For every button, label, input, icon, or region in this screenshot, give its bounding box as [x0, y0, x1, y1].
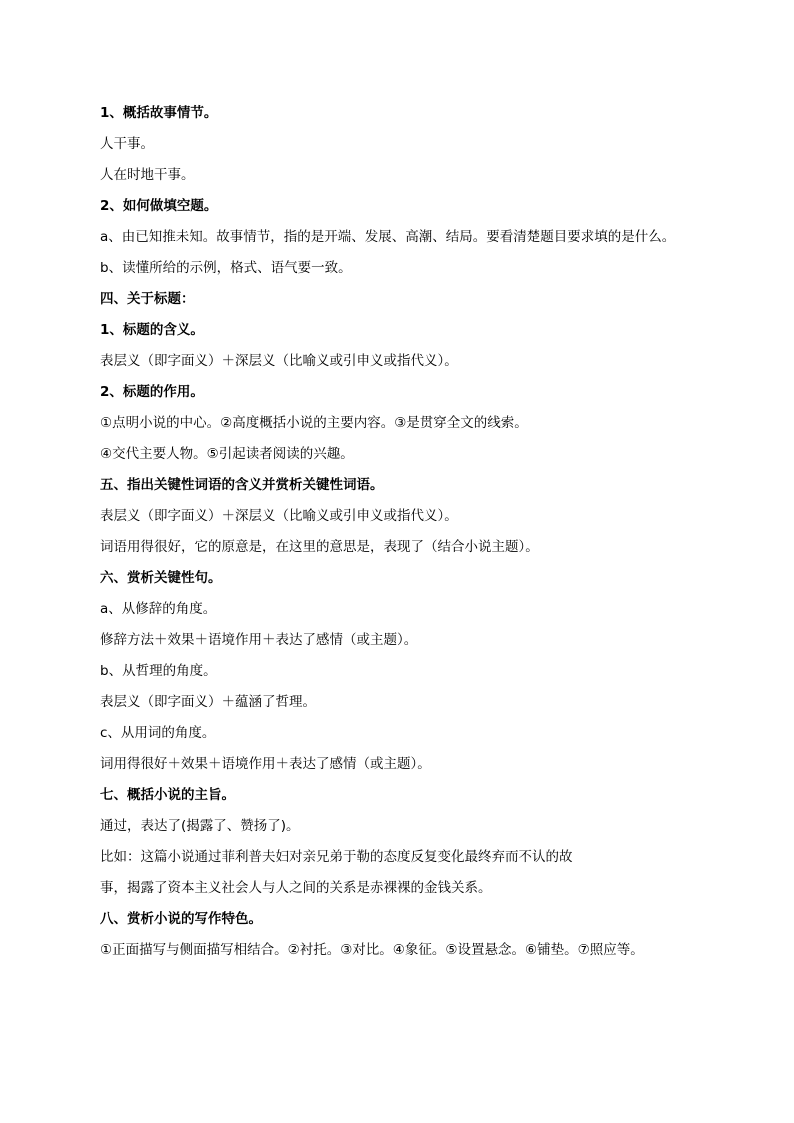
section-heading-key-words: 五、指出关键性词语的含义并赏析关键性词语。: [100, 477, 384, 493]
paragraph-line: c、从用词的角度。: [100, 725, 216, 741]
paragraph-line: ①正面描写与侧面描写相结合。②衬托。③对比。④象征。⑤设置悬念。⑥铺垫。⑦照应等。: [100, 942, 644, 958]
paragraph-line: 事，揭露了资本主义社会人与人之间的关系是赤裸裸的金钱关系。: [100, 880, 492, 896]
section-heading-title: 四、关于标题：: [100, 291, 195, 307]
paragraph-line: 表层义（即字面义）＋深层义（比喻义或引申义或指代义）。: [100, 353, 458, 369]
paragraph-line: 表层义（即字面义）＋蕴涵了哲理。: [100, 694, 316, 710]
paragraph-line: ④交代主要人物。⑤引起读者阅读的兴趣。: [100, 446, 354, 462]
paragraph-line: b、从哲理的角度。: [100, 663, 217, 679]
heading-title-function: 2、标题的作用。: [100, 384, 204, 400]
section-heading-theme: 七、概括小说的主旨。: [100, 787, 235, 803]
heading-fill-blank: 2、如何做填空题。: [100, 198, 218, 214]
paragraph-line: a、由已知推未知。故事情节，指的是开端、发展、高潮、结局。要看清楚题目要求填的是什么。: [100, 229, 676, 245]
heading-title-meaning: 1、标题的含义。: [100, 322, 204, 338]
paragraph-line: b、读懂所给的示例，格式、语气要一致。: [100, 260, 352, 276]
paragraph-line: 比如：这篇小说通过菲利普夫妇对亲兄弟于勒的态度反复变化最终弃而不认的故: [100, 849, 573, 865]
heading-summarize-plot: 1、概括故事情节。: [100, 105, 218, 121]
paragraph-line: ①点明小说的中心。②高度概括小说的主要内容。③是贯穿全文的线索。: [100, 415, 528, 431]
paragraph-line: 修辞方法＋效果＋语境作用＋表达了感情（或主题）。: [100, 632, 418, 648]
section-heading-key-sentences: 六、赏析关键性句。: [100, 570, 222, 586]
paragraph-line: 表层义（即字面义）＋深层义（比喻义或引申义或指代义）。: [100, 508, 458, 524]
paragraph-line: a、从修辞的角度。: [100, 601, 217, 617]
paragraph-line: 人在时地干事。: [100, 167, 195, 183]
paragraph-line: 词语用得很好，它的原意是，在这里的意思是，表现了（结合小说主题）。: [100, 539, 539, 555]
paragraph-line: 通过，表达了(揭露了、赞扬了)。: [100, 818, 300, 834]
paragraph-line: 词用得很好＋效果＋语境作用＋表达了感情（或主题）。: [100, 756, 431, 772]
paragraph-line: 人干事。: [100, 136, 154, 152]
section-heading-writing-features: 八、赏析小说的写作特色。: [100, 911, 262, 927]
